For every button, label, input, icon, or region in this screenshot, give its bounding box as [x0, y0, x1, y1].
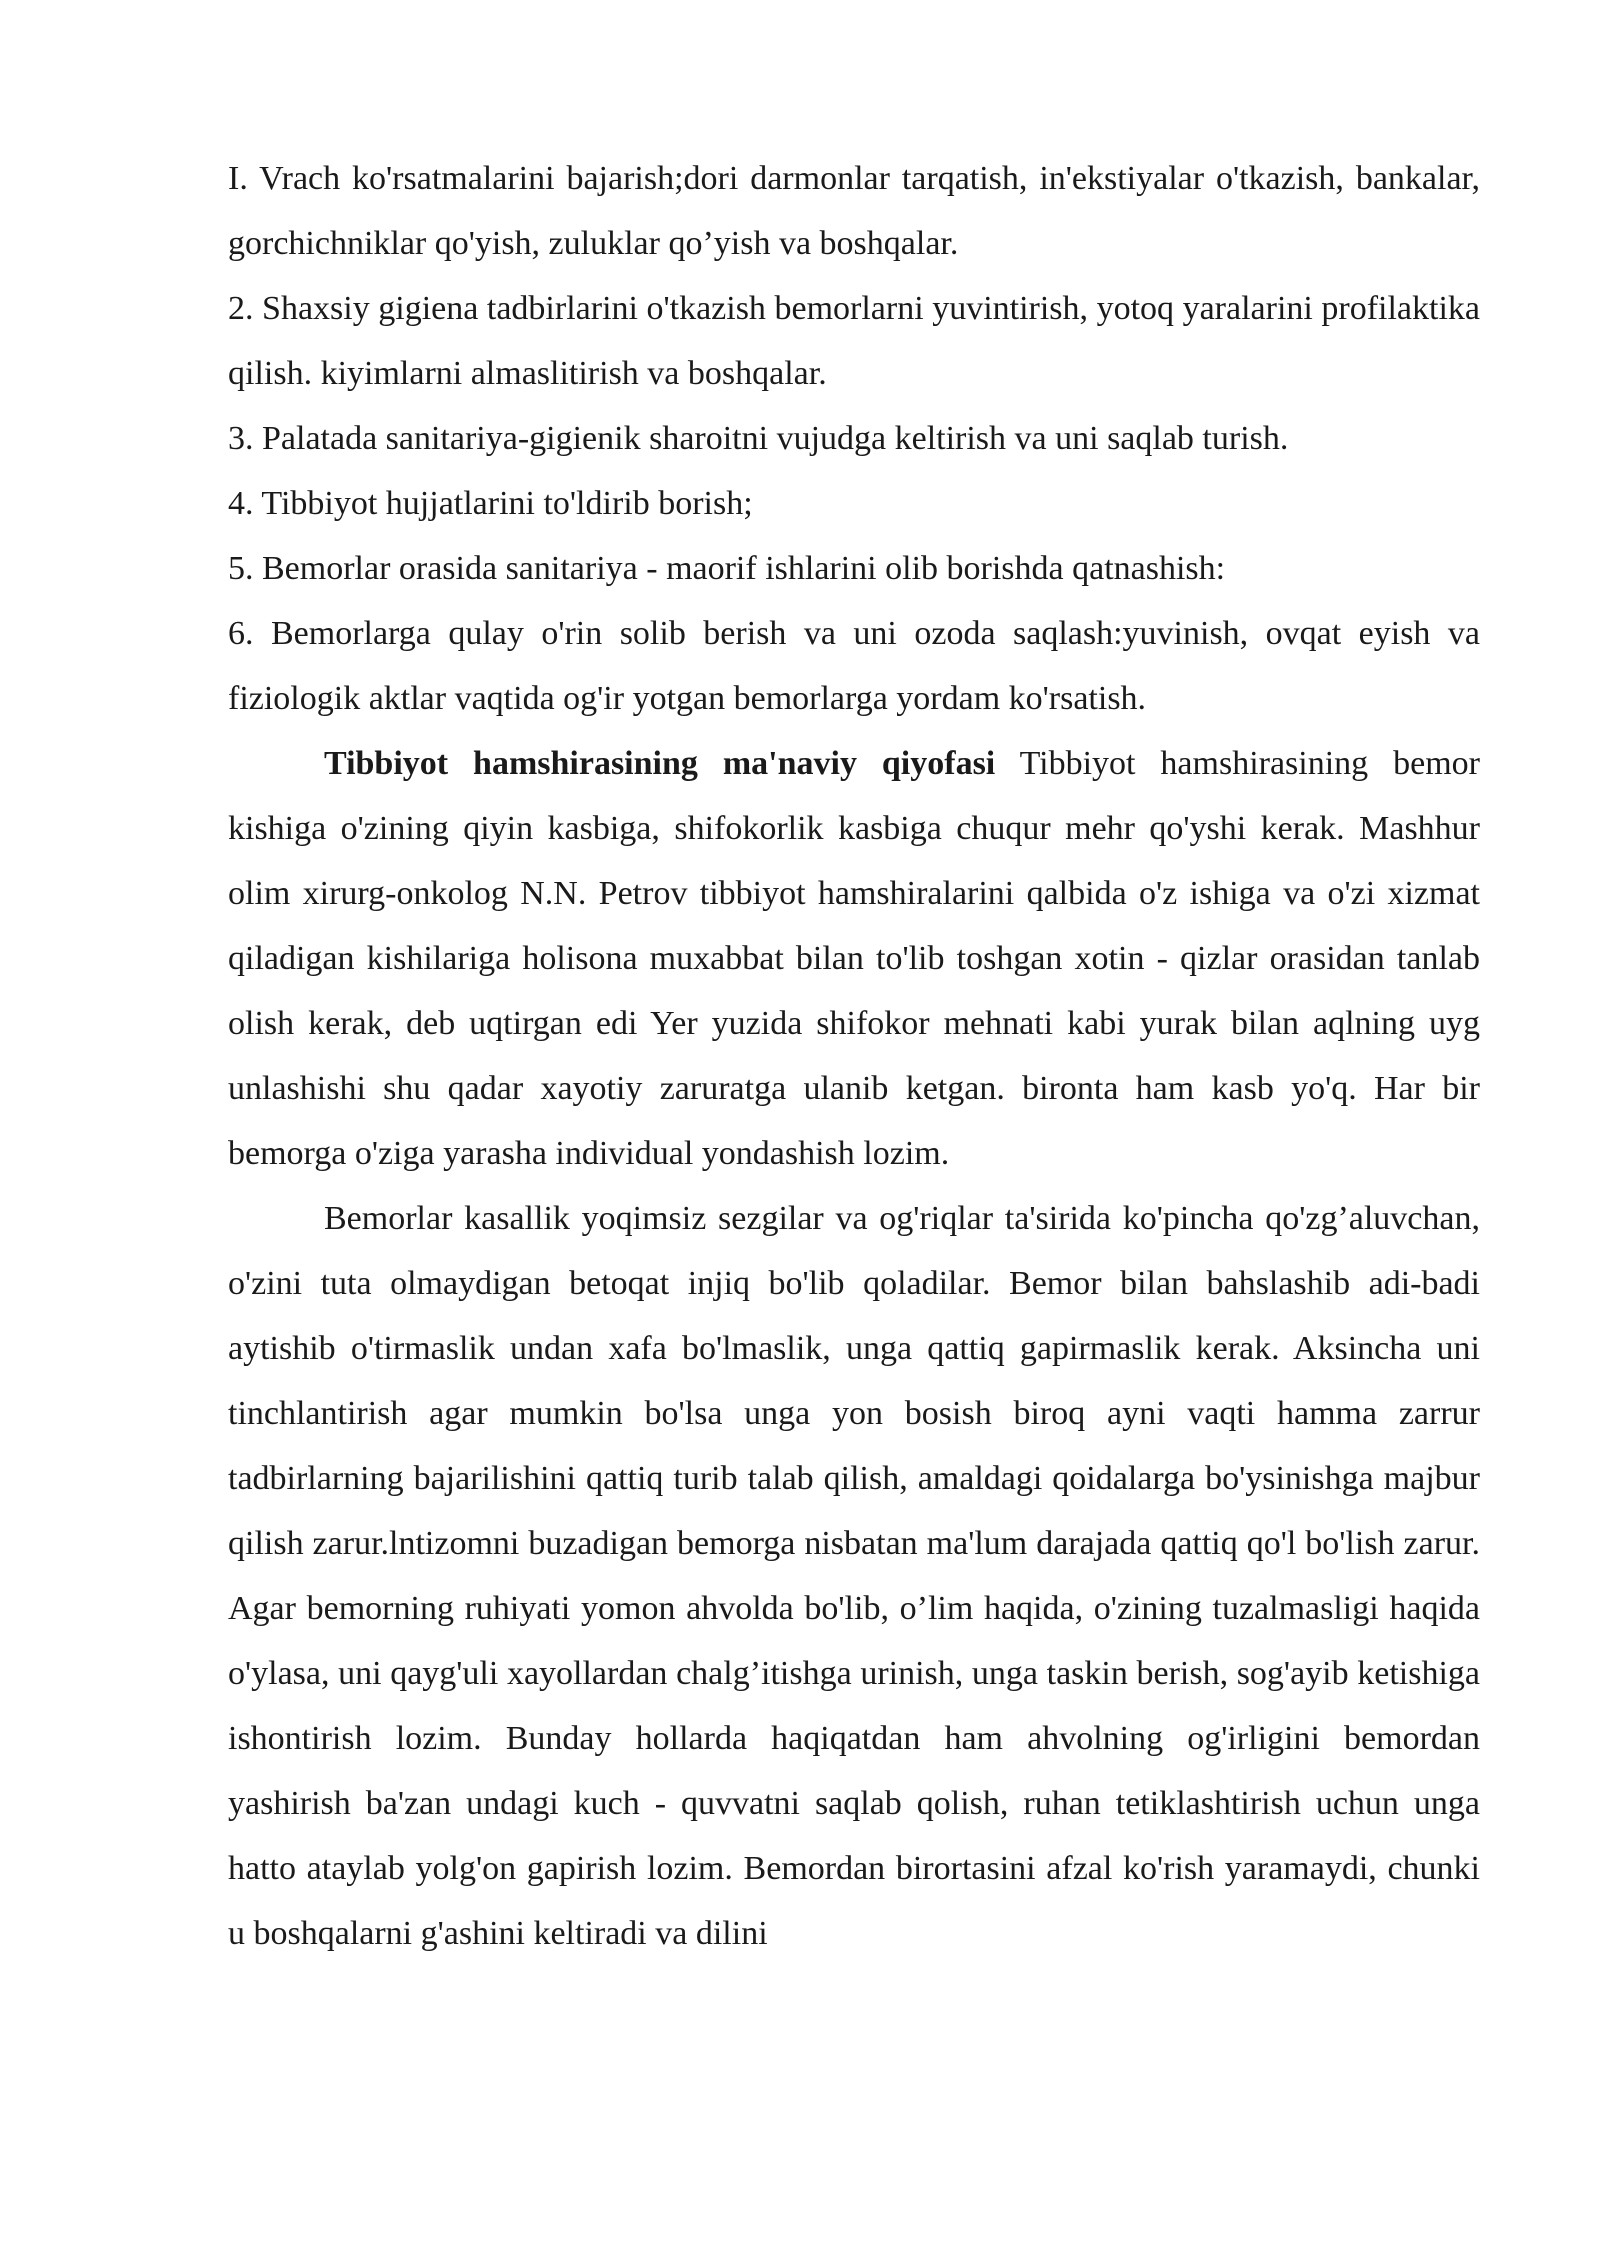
section-heading: Tibbiyot hamshirasining ma'naviy qiyofasi — [324, 745, 996, 782]
document-body — [228, 146, 1480, 1966]
section-paragraph-2: Bemorlar kasallik yoqimsiz sezgilar va og'riqlar ta'sirida ko'pincha qo'zg’aluvchan, o'zini tuta olmaydigan betoqat injiq bo'lib qoladilar. Bemor bilan bahslashib adi-badi aytishib o'tirmaslik undan xafa bo'lmaslik, unga qattiq gapirmaslik kerak. Aksincha uni tinchlantirish agar mumkin bo'lsa unga yon bosish biroq ayni vaqti hamma zarrur tadbirlarning bajarilishini qattiq turib talab qilish, amaldagi qoidalarga bo'ysinishga majbur qilish zarur.lntizomni buzadigan bemorga nisbatan ma'lum darajada qattiq qo'l bo'lish zarur. Agar bemorning ruhiyati yomon ahvolda bo'lib, o’lim haqida, o'zining tuzalmasligi haqida o'ylasa, uni qayg'uli xayollardan chalg’itishga urinish, unga taskin berish, sog'ayib ketishiga ishontirish lozim. Bunday hollarda haqiqatdan ham ahvolning og'irligini bemordan yashirish ba'zan undagi kuch - quvvatni saqlab qolish, ruhan tetiklashtirish uchun unga hatto ataylab yolg'on gapirish lozim. Bemordan birortasini afzal ko'rish yaramaydi, chunki u boshqalarni g'ashini keltiradi va dilini — [228, 1200, 1480, 1952]
list-item-3: 3. Palatada sanitariya-gigienik sharoitni vujudga keltirish va uni saqlab turish. — [228, 420, 1289, 457]
section-paragraph-1-text: Tibbiyot hamshirasining bemor kishiga o'zining qiyin kasbiga, shifokorlik kasbiga chuqur mehr qo'yshi kerak. Mashhur olim xirurg-onkolog N.N. Petrov tibbiyot hamshiralarini qalbida o'z ishiga va o'zi xizmat qiladigan kishilariga holisona muxabbat bilan to'lib toshgan xotin - qizlar orasidan tanlab olish kerak, deb uqtirgan edi Yer yuzida shifokor mehnati kabi yurak bilan aqlning uyg unlashishi shu qadar xayotiy zaruratga ulanib ketgan. bironta ham kasb yo'q. Har bir bemorga o'ziga yarasha individual yondashish lozim. — [228, 745, 1480, 1172]
list-item-2: 2. Shaxsiy gigiena tadbirlarini o'tkazish bemorlarni yuvintirish, yotoq yaralarini profilaktika qilish. kiyimlarni almaslitirish va boshqalar. — [228, 290, 1480, 392]
list-item-4: 4. Tibbiyot hujjatlarini to'ldirib borish; — [228, 485, 753, 522]
list-item-6: 6. Bemorlarga qulay o'rin solib berish va uni ozoda saqlash:yuvinish, ovqat eyish va fiziologik aktlar vaqtida og'ir yotgan bemorlarga yordam ko'rsatish. — [228, 615, 1480, 717]
list-item-1: I. Vrach ko'rsatmalarini bajarish;dori darmonlar tarqatish, in'ekstiyalar o'tkazish, bankalar, gorchichniklar qo'yish, zuluklar qo’yish va boshqalar. — [228, 160, 1480, 262]
section-paragraph-1 — [228, 731, 1480, 1186]
list-item-5: 5. Bemorlar orasida sanitariya - maorif ishlarini olib borishda qatnashish: — [228, 550, 1226, 587]
